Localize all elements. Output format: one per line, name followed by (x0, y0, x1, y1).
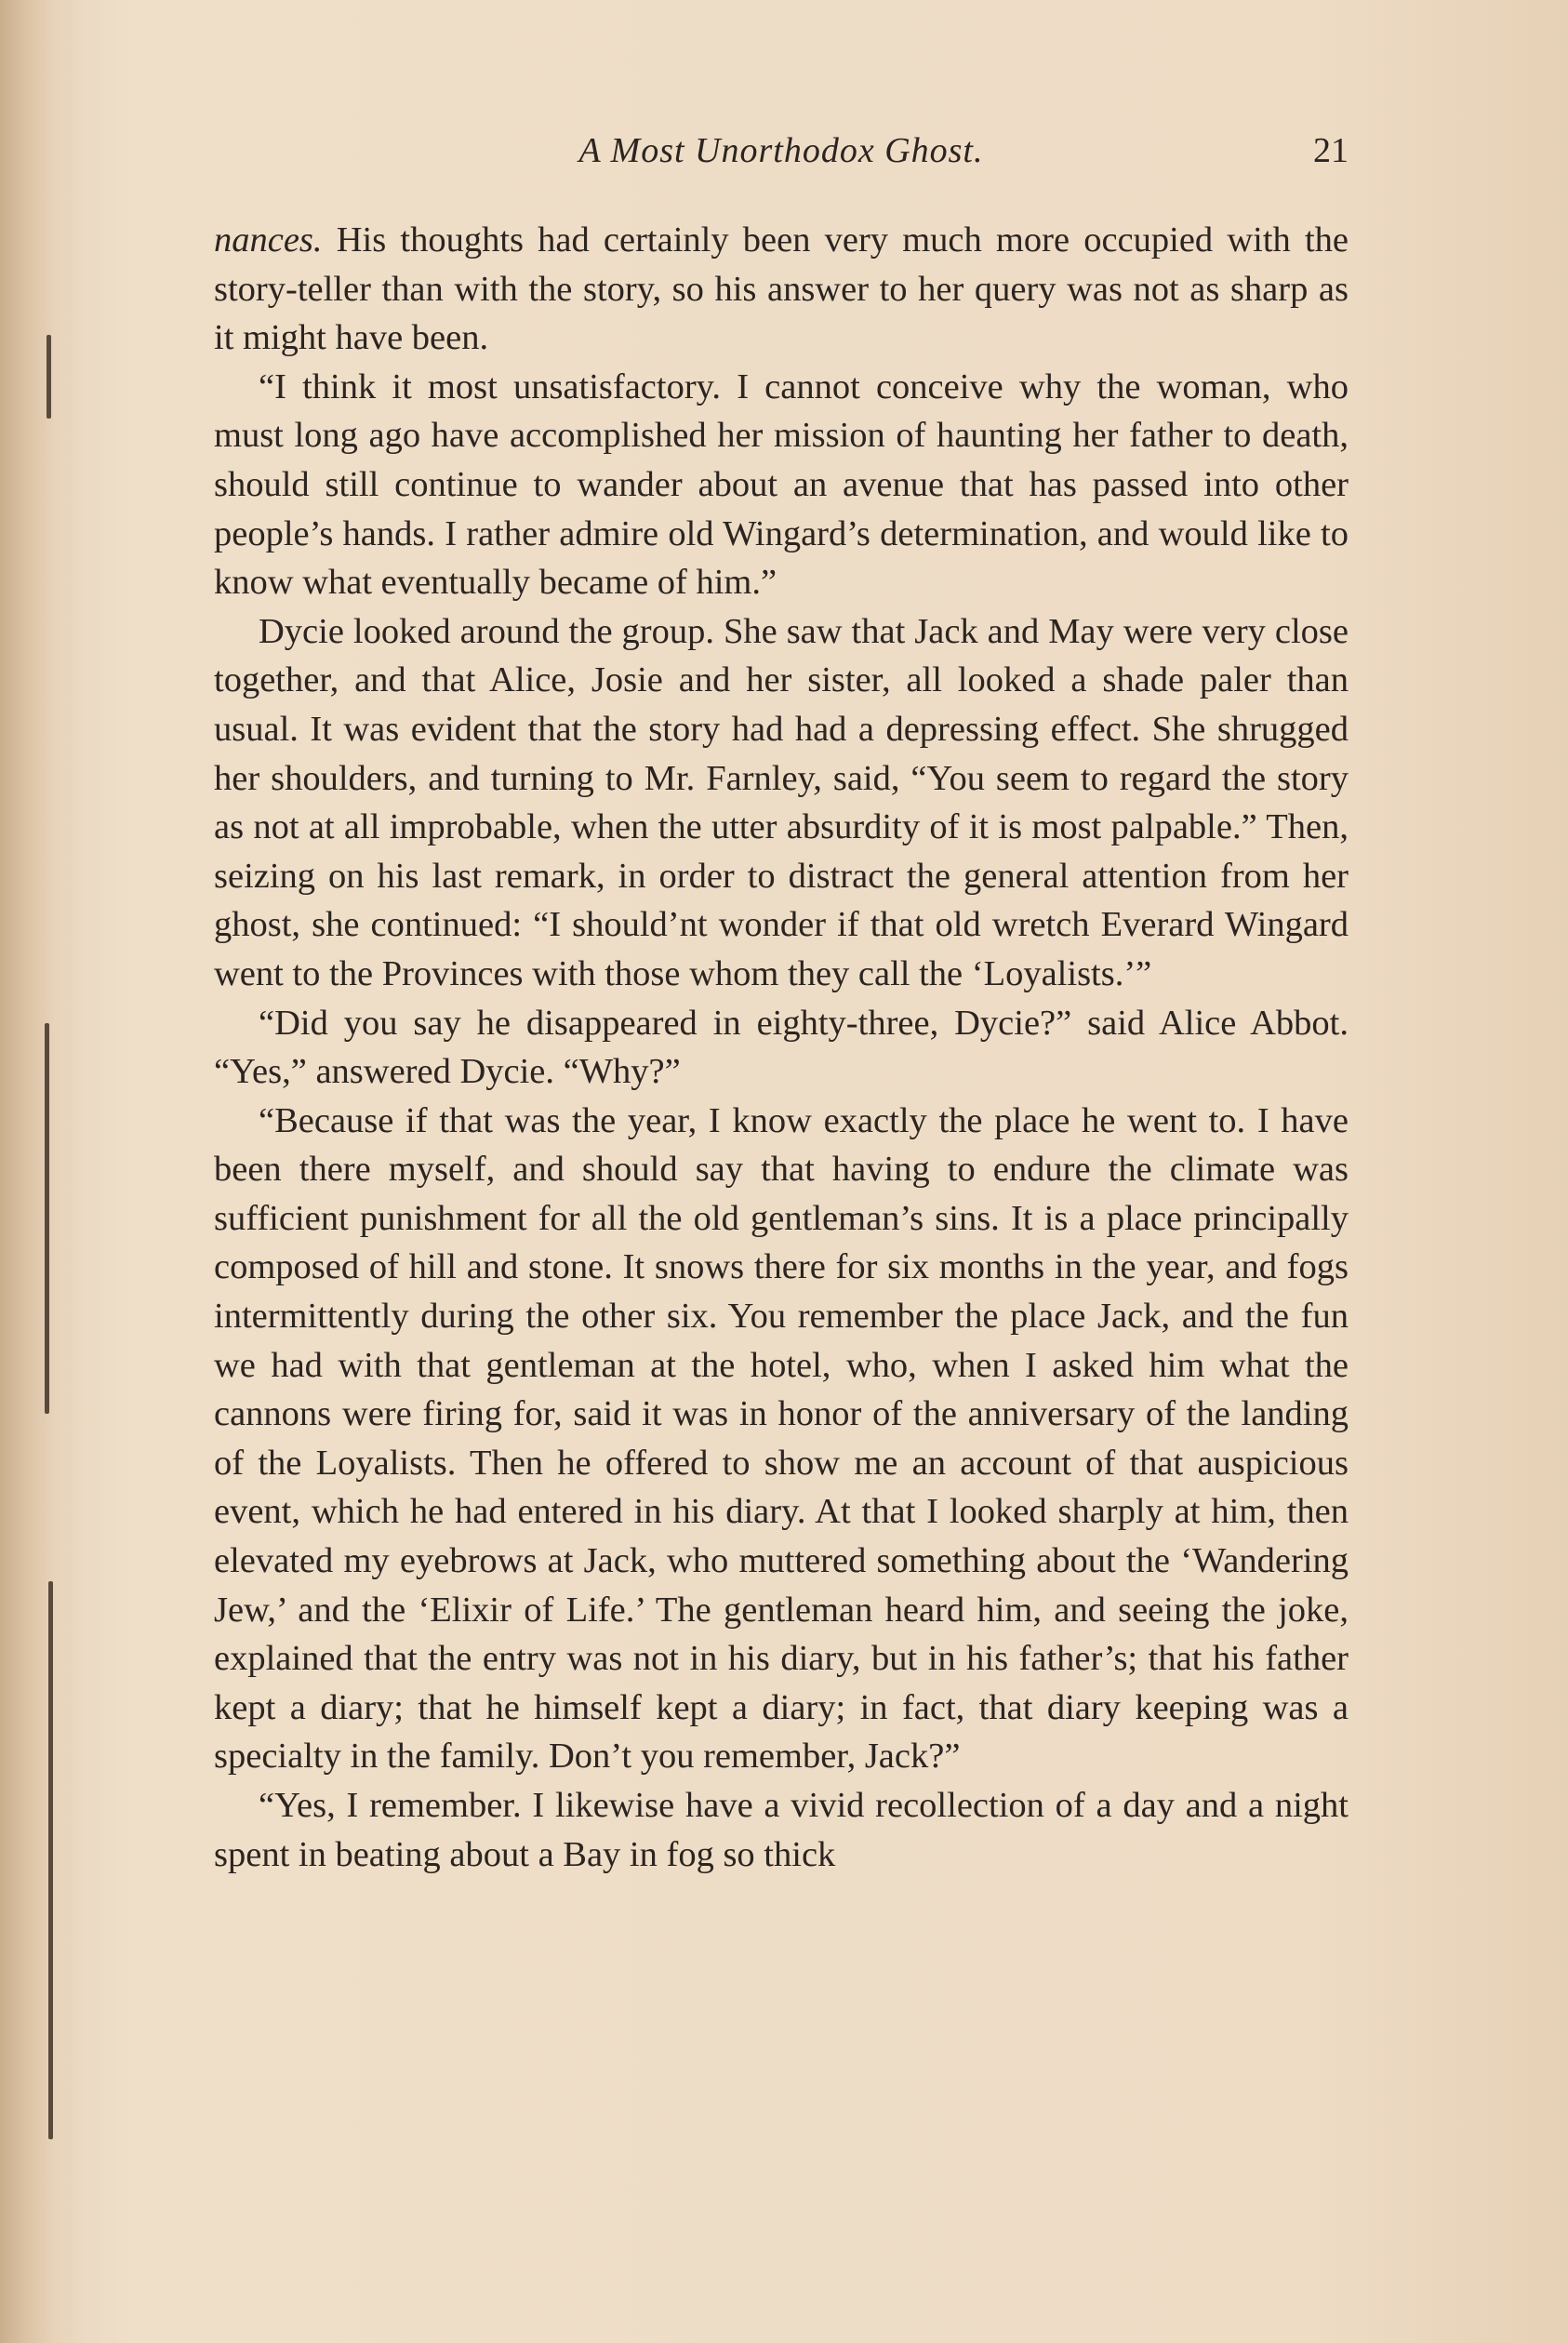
page-number: 21 (1313, 131, 1349, 170)
paragraph: “Because if that was the year, I know exactly the place he went to. I have been there myself, and should say that having to endure the climate was sufficient punishment for all the old gentleman’s sins. It is a place principally composed of hill and stone. It snows there for six months in the year, and fogs intermittently during the other six. You remember the place Jack, and the fun we had with that gentleman at the hotel, who, when I asked him what the cannons were firing for, said it was in honor of the anniversary of the landing of the Loyalists. Then he offered to show me an account of that auspicious event, which he had entered in his diary. At that I looked sharply at him, then elevated my eyebrows at Jack, who muttered something about the ‘Wandering Jew,’ and the ‘Elixir of Life.’ The gentleman heard him, and seeing the joke, explained that the entry was not in his diary, but in his father’s; that his father kept a diary; that he himself kept a diary; in fact, that diary keeping was a specialty in the family. Don’t you remember, Jack?” (214, 1100, 1349, 1777)
binding-thread (45, 1023, 49, 1414)
page-binding-edge (0, 0, 84, 2343)
paragraph-text: His thoughts had certainly been very much more occupied with the story-teller than with the story, so his answer to her query was not as sharp as it might have been. (214, 220, 1349, 358)
paragraph: Dycie looked around the group. She saw that Jack and May were very close together, and that Alice, Josie and her sister, all looked a shade paler than usual. It was evident that the story had had a depressing effect. She shrugged her shoulders, and turning to Mr. Farnley, said, “You seem to regard the story as not at all improbable, when the utter absurdity of it is most palpable.” Then, seizing on his last remark, in order to distract the general attention from her ghost, she continued: “I should’nt wonder if that old wretch Everard Wingard went to the Provinces with those whom they call the ‘Loyalists.’” (214, 611, 1349, 993)
page-header (214, 130, 1349, 186)
paragraph: “I think it most unsatisfactory. I cannot conceive why the woman, who must long ago have accomplished her mission of haunting her father to death, should still continue to wander about an avenue that has passed into other people’s hands. I rather admire old Wingard’s determination, and would like to know what eventually became of him.” (214, 366, 1349, 603)
paragraph: “Yes, I remember. I likewise have a vivid recollection of a day and a night spent in beating about a Bay in fog so thick (214, 1786, 1349, 1874)
continued-word: nances. (214, 220, 323, 260)
page-body-text (214, 216, 1349, 1879)
running-title: A Most Unorthodox Ghost. (578, 131, 984, 170)
binding-thread (48, 1581, 53, 2139)
paragraph (214, 216, 1349, 363)
binding-thread (47, 335, 51, 419)
paragraph: “Did you say he disappeared in eighty-three, Dycie?” said Alice Abbot. “Yes,” answered Dycie. “Why?” (214, 1003, 1349, 1092)
